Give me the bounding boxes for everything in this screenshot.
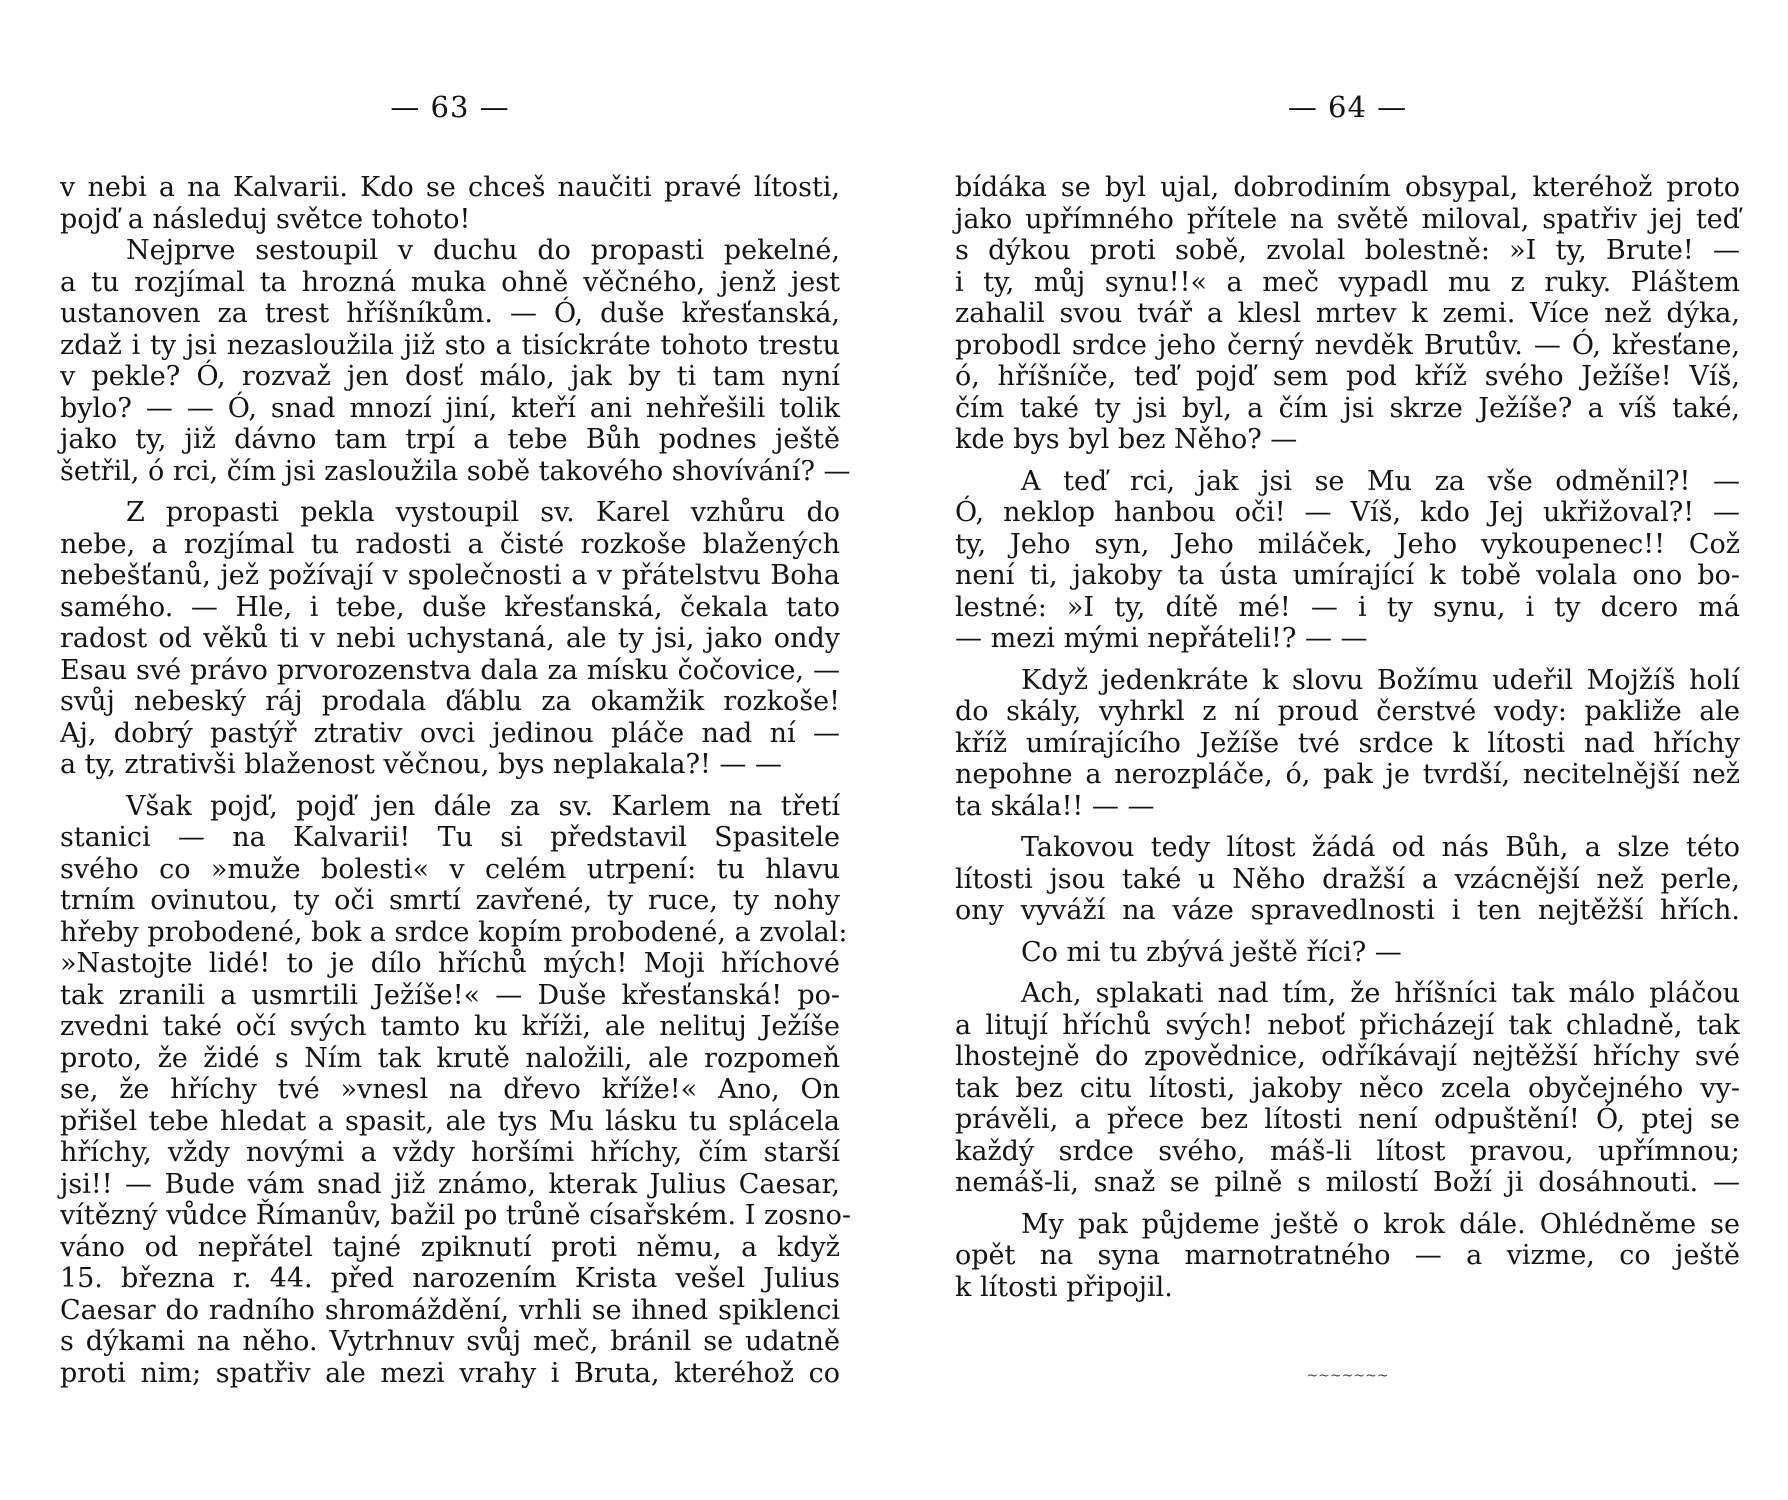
text-line: Esau své právo prvorozenstva dala za mísku čočovice, — xyxy=(60,654,840,686)
text-line: váno od nepřátel tajné zpiknutí proti němu, a když xyxy=(60,1231,840,1263)
text-line: hříchy, vždy novými a vždy horšími hříchy, čím starší xyxy=(60,1137,840,1168)
text-line: přišel tebe hledat a spasit, ale tys Mu lásku tu splácela xyxy=(60,1105,840,1137)
text-line: kde bys byl bez Něho? — xyxy=(955,424,1298,455)
text-line: svého co »muže bolesti« v celém utrpení: tu hlavu xyxy=(60,853,840,885)
text-line: Caesar do radního shromáždění, vrhli se ihned spiklenci xyxy=(60,1294,840,1326)
page-text xyxy=(955,172,1740,1303)
text-line: každý srdce svého, máš-li lítost pravou, upřímnou; xyxy=(955,1135,1740,1167)
text-line: nebe, a rozjímal tu radosti a čisté rozkoše blažených xyxy=(60,528,840,560)
text-line: proti nim; spatřiv ale mezi vrahy i Bruta, kteréhož co xyxy=(60,1357,840,1389)
text-line: opět na syna marnotratného — a vizme, co ještě xyxy=(955,1240,1740,1271)
text-line: nemáš-li, snaž se pilně s milostí Boží ji dosáhnouti. — xyxy=(955,1167,1740,1198)
paragraph-gap xyxy=(955,927,1740,937)
paragraph-gap xyxy=(60,781,840,791)
text-line: do skály, vyhrkl z ní proud čerstvé vody: pakliže ale xyxy=(955,696,1740,727)
text-line: stanici — na Kalvarii! Tu si představil Spasitele xyxy=(60,822,840,853)
text-line: hřeby probodené, bok a srdce kopím probodené, a zvolal: xyxy=(60,916,848,948)
text-line: A teď rci, jak jsi se Mu za vše odměnil?! — xyxy=(1021,465,1740,497)
text-line: »Nastojte lidé! to je dílo hříchů mých! Moji hříchové xyxy=(60,948,840,979)
text-line: samého. — Hle, i tebe, duše křesťanská, čekala tato xyxy=(60,591,840,623)
text-line: a tu rozjímal ta hrozná muka ohně věčného, jenž jest xyxy=(60,266,840,298)
text-line: Z propasti pekla vystoupil sv. Karel vzhůru do xyxy=(126,497,840,528)
text-line: Však pojď, pojď jen dále za sv. Karlem na třetí xyxy=(126,790,840,822)
text-line: ustanoven za trest hříšníkům. — Ó, duše křesťanská, xyxy=(60,298,840,329)
text-line: s dýkami na něho. Vytrhnuv svůj meč, bránil se udatně xyxy=(60,1326,840,1357)
text-line: Když jedenkráte k slovu Božímu udeřil Mojžíš holí xyxy=(1021,664,1740,696)
text-line: radost od věků ti v nebi uchystaná, ale ty jsi, jako ondy xyxy=(60,623,840,654)
text-line: jako upřímného přítele na světě miloval, spatřiv jej teď xyxy=(955,203,1740,235)
text-line: jako ty, již dávno tam trpí a tebe Bůh podnes ještě xyxy=(60,424,840,455)
text-line: — mezi mými nepřáteli!? — — xyxy=(955,623,1368,654)
text-line: My pak půjdeme ještě o krok dále. Ohlédněme se xyxy=(1021,1208,1740,1240)
text-line: zdaž i ty jsi nezasloužila již sto a tisíckráte tohoto trestu xyxy=(60,329,840,361)
text-line: nepohne a nerozpláče, ó, pak je tvrdší, necitelnější než xyxy=(955,759,1740,790)
text-line: a ty, ztrativši blaženost věčnou, bys neplakala?! — — xyxy=(60,749,782,780)
text-line: v pekle? Ó, rozvaž jen dosť málo, jak by ti tam nyní xyxy=(60,361,840,392)
text-line: nebešťanů, jež požívají v společnosti a v přátelstvu Boha xyxy=(60,560,840,591)
paragraph-gap xyxy=(60,487,840,497)
text-line: svůj nebeský ráj prodala ďáblu za okamžik rozkoše! xyxy=(60,686,840,717)
paragraph-gap xyxy=(955,822,1740,832)
page-number: — 64 — xyxy=(1287,90,1408,124)
text-line: není ti, jakoby ta ústa umírající k tobě volala ono bo- xyxy=(955,560,1740,591)
text-line: proto, že židé s Ním tak krutě naložili, ale rozpomeň xyxy=(60,1042,840,1074)
text-line: trním ovinutou, ty oči smrtí zavřené, ty ruce, ty nohy xyxy=(60,885,840,916)
text-line: ta skála!! — — xyxy=(955,790,1155,822)
text-line: i ty, můj synu!!« a meč vypadl mu z ruky. Pláštem xyxy=(955,266,1740,298)
text-line: právěli, a přece bez lítosti není odpuštění! Ó, ptej se xyxy=(955,1104,1740,1135)
text-line: zvedni také očí svých tamto ku kříži, ale nelituj Ježíše xyxy=(60,1011,840,1042)
text-line: kříž umírajícího Ježíše tvé srdce k lítosti nad hříchy xyxy=(955,727,1740,759)
text-line: šetřil, ó rci, čím jsi zasloužila sobě takového shovívání? — xyxy=(60,455,851,487)
page-number: — 63 — xyxy=(390,90,510,124)
text-line: se, že hříchy tvé »vnesl na dřevo kříže!« Ano, On xyxy=(60,1074,840,1105)
page-text xyxy=(60,172,852,1389)
text-line: tak bez citu lítosti, jakoby něco zcela obyčejného vy- xyxy=(955,1072,1740,1104)
text-line: Co mi tu zbývá ještě říci? — xyxy=(1021,936,1402,968)
text-line: k lítosti připojil. xyxy=(955,1271,1173,1303)
text-line: lítosti jsou také u Něho dražší a vzácnější než perle, xyxy=(955,863,1740,895)
paragraph-gap xyxy=(955,968,1740,978)
text-line: a litují hříchů svých! neboť přicházejí tak chladně, tak xyxy=(955,1009,1740,1041)
text-line: ó, hříšníče, teď pojď sem pod kříž svého Ježíše! Víš, xyxy=(955,361,1740,392)
text-line: v nebi a na Kalvarii. Kdo se chceš naučiti pravé lítosti, xyxy=(60,172,840,203)
paragraph-gap xyxy=(955,456,1740,466)
text-line: Nejprve sestoupil v duchu do propasti pekelné, xyxy=(126,235,840,266)
text-line: jsi!! — Bude vám snad již známo, kterak Julius Caesar, xyxy=(60,1168,840,1200)
text-line: lhostejně do zpovědnice, odříkávají nejtěžší hříchy své xyxy=(955,1041,1740,1072)
text-line: ty, Jeho syn, Jeho miláček, Jeho vykoupenec!! Což xyxy=(955,528,1740,560)
text-line: lestné: »I ty, dítě mé! — i ty synu, i ty dcero má xyxy=(955,591,1740,623)
text-line: bídáka se byl ujal, dobrodiním obsypal, kteréhož proto xyxy=(955,172,1740,203)
text-line: pojď a následuj světce tohoto! xyxy=(60,203,471,235)
left-page xyxy=(60,0,852,1500)
text-line: probodl srdce jeho černý nevděk Brutův. — Ó, křesťane, xyxy=(955,329,1740,361)
end-ornament: ~~~~~~~ xyxy=(1306,1368,1389,1384)
text-line: Ó, neklop hanbou oči! — Víš, kdo Jej ukřižoval?! — xyxy=(955,497,1740,528)
right-page xyxy=(955,0,1740,1500)
text-line: tak zranili a usmrtili Ježíše!« — Duše křesťanská! po- xyxy=(60,979,840,1011)
text-line: zahalil svou tvář a klesl mrtev k zemi. Více než dýka, xyxy=(955,298,1740,329)
text-line: ony vyváží na váze spravedlnosti i ten nejtěžší hřích. xyxy=(955,895,1740,926)
text-line: Ach, splakati nad tím, že hříšníci tak málo pláčou xyxy=(1021,978,1740,1009)
text-line: Takovou tedy lítost žádá od nás Bůh, a slze této xyxy=(1021,832,1740,863)
paragraph-gap xyxy=(955,1199,1740,1209)
text-line: Aj, dobrý pastýř ztrativ ovci jedinou pláče nad ní — xyxy=(60,717,840,749)
text-line: vítězný vůdce Římanův, bažil po trůně císařském. I zosno- xyxy=(60,1200,852,1231)
text-line: bylo? — — Ó, snad mnozí jiní, kteří ani nehřešili tolik xyxy=(60,392,840,424)
text-line: čím také ty jsi byl, a čím jsi skrze Ježíše? a víš také, xyxy=(955,392,1740,424)
text-line: s dýkou proti sobě, zvolal bolestně: »I ty, Brute! — xyxy=(955,235,1740,266)
text-line: 15. března r. 44. před narozením Krista vešel Julius xyxy=(60,1263,840,1294)
paragraph-gap xyxy=(955,655,1740,665)
